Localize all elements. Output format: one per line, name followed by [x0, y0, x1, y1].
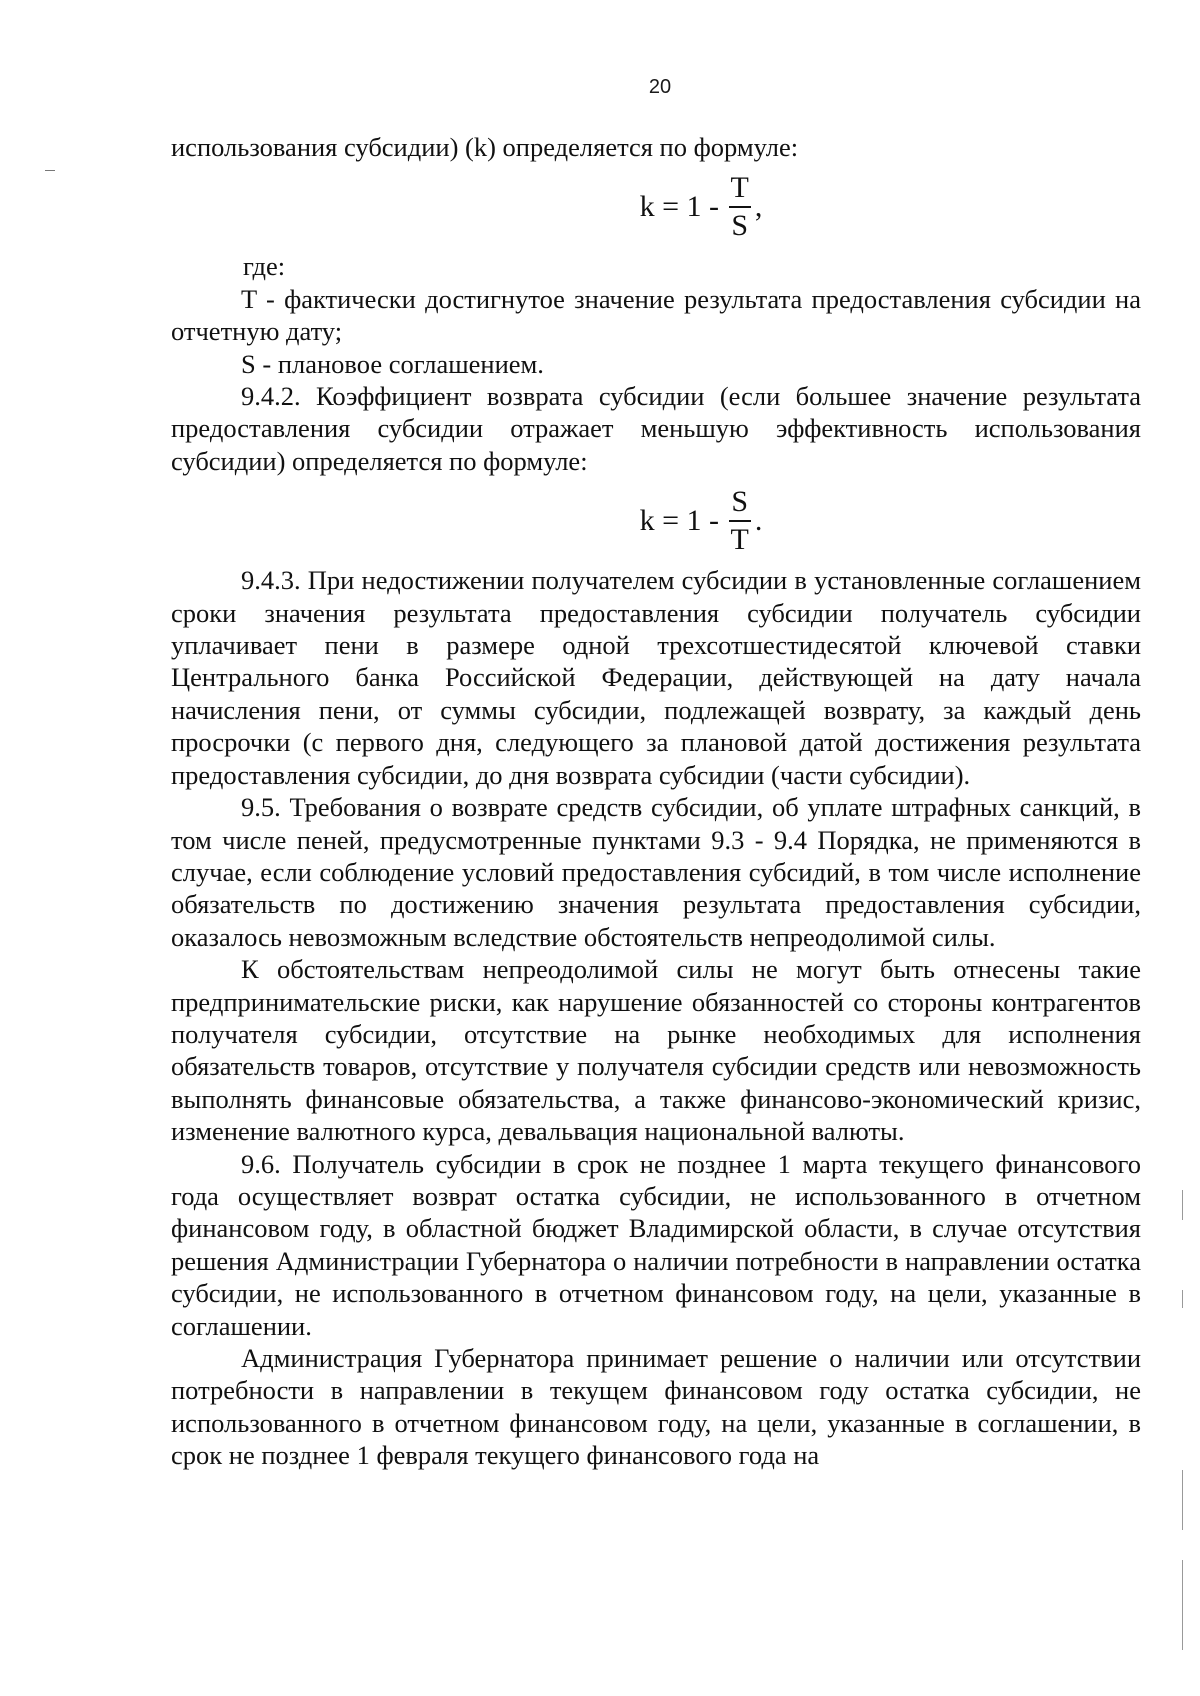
- document-body: [171, 131, 1141, 1472]
- definition-s: S - плановое соглашением.: [241, 348, 544, 379]
- paragraph-9-4-3: 9.4.3. При недостижении получателем субсидии в установленные соглашением сроки значения результата предоставления субсидии получатель субсидии уплачивает пени в размере одной трехсотшестидесятой ключевой ставки Центрального банка Российской Федерации, действующей на дату начала начисления пени, от суммы субсидии, подлежащей возврату, за каждый день просрочки (с первого дня, следующего за плановой датой достижения результата предоставления субсидии, до дня возврата субсидии (части субсидии).: [171, 565, 1141, 790]
- scan-edge-mark: [1182, 1190, 1183, 1220]
- formula-1-numerator: T: [730, 170, 749, 204]
- formula-2-lhs: k = 1 -: [639, 503, 727, 537]
- scan-edge-mark: [1182, 1290, 1183, 1308]
- scan-edge-mark: [1182, 1470, 1183, 1530]
- formula-1-punct: ,: [754, 189, 763, 223]
- paragraph-9-6: 9.6. Получатель субсидии в срок не позднее 1 марта текущего финансового года осуществляет возврат остатка субсидии, не использованного в отчетном финансовом году, в областной бюджет Владимирской области, в случае отсутствия решения Администрации Губернатора о наличии потребности в направлении остатка субсидии, не использованного в отчетном финансовом году, на цели, указанные в соглашении.: [171, 1148, 1141, 1341]
- formula-1-lhs: k = 1 -: [639, 189, 727, 223]
- scan-edge-mark: [1182, 1560, 1183, 1650]
- fraction-bar: [729, 206, 751, 208]
- page-number: 20: [648, 76, 672, 98]
- paragraph-9-5: 9.5. Требования о возврате средств субсидии, об уплате штрафных санкций, в том числе пеней, предусмотренные пунктами 9.3 - 9.4 Порядка, не применяются в случае, если соблюдение условий предоставления субсидий, в том числе исполнение обязательств по достижению значения результата предоставления субсидии, оказалось невозможным вследствие обстоятельств непреодолимой силы.: [171, 792, 1141, 952]
- formula-1: [171, 163, 1141, 250]
- intro-paragraph: использования субсидии) (k) определяется по формуле:: [171, 132, 799, 162]
- formula-2-numerator: S: [731, 484, 749, 518]
- formula-1-fraction: [729, 171, 751, 243]
- paragraph-administration: Администрация Губернатора принимает решение о наличии или отсутствии потребности в направлении в текущем финансовом году остатка субсидии, не использованного в отчетном финансовом году, на цели, указанные в соглашении, в срок не позднее 1 февраля текущего финансового года на: [171, 1343, 1141, 1471]
- formula-2: [171, 477, 1141, 564]
- where-label: где:: [243, 251, 286, 282]
- paragraph-9-4-2: 9.4.2. Коэффициент возврата субсидии (если большее значение результата предоставления субсидии отражает меньшую эффективность использования субсидии) определяется по формуле:: [171, 381, 1141, 476]
- margin-mark: [45, 170, 55, 171]
- definition-t: T - фактически достигнутое значение результата предоставления субсидии на отчетную дату;: [171, 283, 1141, 347]
- formula-2-punct: .: [754, 503, 763, 537]
- paragraph-force-majeure: К обстоятельствам непреодолимой силы не могут быть отнесены такие предпринимательские риски, как нарушение обязанностей со стороны контрагентов получателя субсидии, отсутствие на рынке необходимых для исполнения обязательств товаров, отсутствие у получателя субсидии средств или невозможность выполнять финансовые обязательства, а также финансово-экономический кризис, изменение валютного курса, девальвация национальной валюты.: [171, 954, 1141, 1147]
- fraction-bar: [729, 520, 751, 522]
- formula-2-fraction: [729, 485, 751, 557]
- formula-2-denominator: T: [730, 522, 749, 556]
- formula-1-denominator: S: [731, 208, 749, 242]
